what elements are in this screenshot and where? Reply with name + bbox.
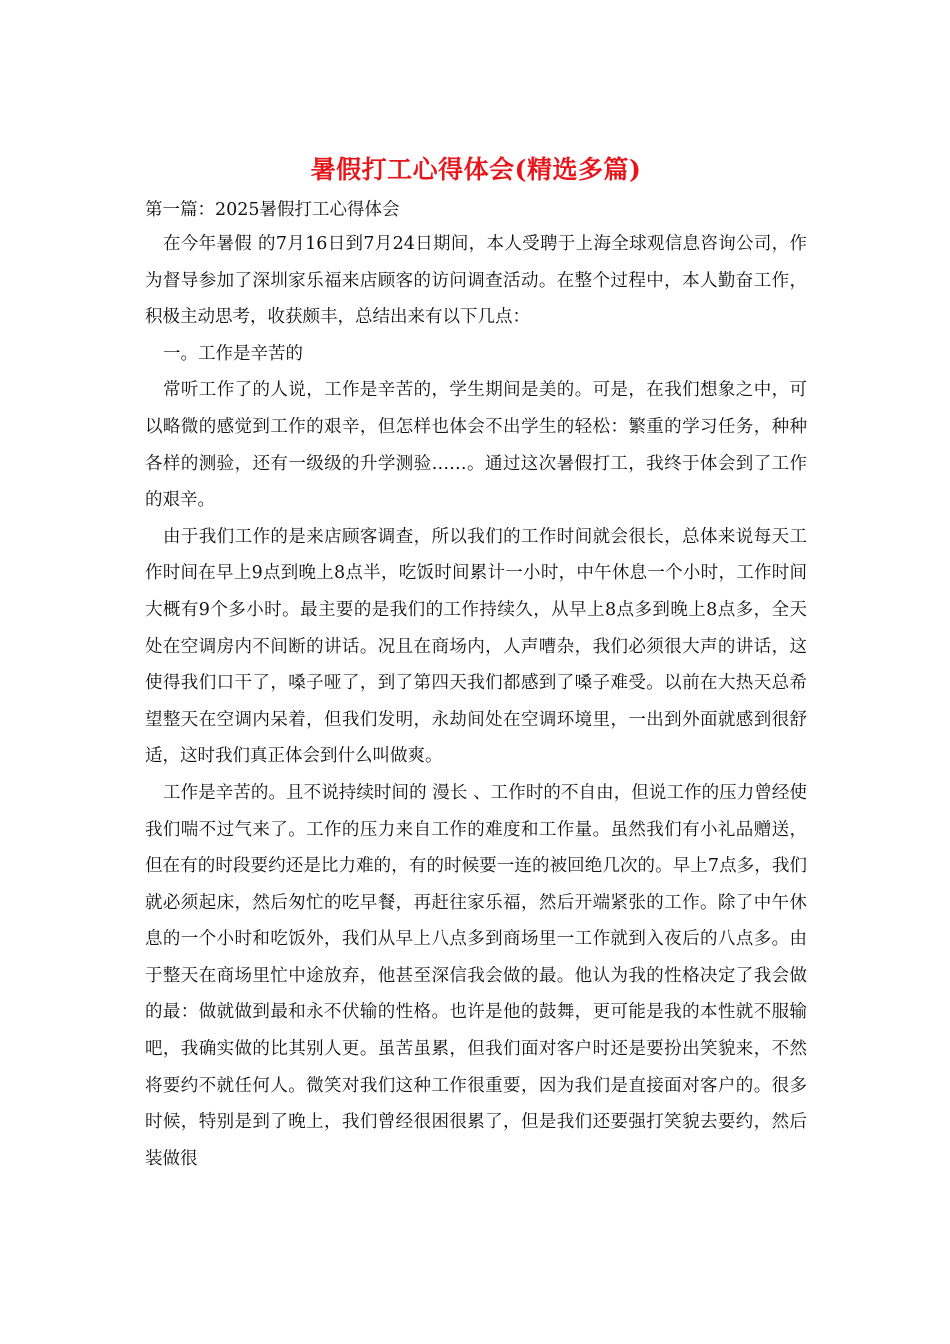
paragraph-hardship: 常听工作了的人说，工作是辛苦的，学生期间是美的。可是，在我们想象之中，可以略微的感觉到工作的艰辛，但怎样也体会不出学生的轻松：繁重的学习任务，种种各样的测验，还有一级级的升学测验……。通过这次暑假打工，我终于体会到了工作的艰辛。 (145, 380, 807, 511)
paragraph-pressure: 工作是辛苦的。且不说持续时间的 漫长 、工作时的不自由，但说工作的压力曾经使我们喘不过气来了。工作的压力来自工作的难度和工作量。虽然我们有小礼品赠送，但在有的时段要约还是比力难的，有的时候要一连的被回绝几次的。早上7点多，我们就必须起床，然后匆忙的吃早餐，再赶往家乐福，然后开端紧张的工作。除了中午休息的一个小时和吃饭外，我们从早上八点多到商场里一工作就到入夜后的八点多。由于整天在商场里忙中途放弃，他甚至深信我会做的最。他认为我的性格决定了我会做的最：做就做到最和永不伏输的性格。也许是他的鼓舞，更可能是我的本性就不服输吧，我确实做的比其别人更。虽苦虽累，但我们面对客户时还是要扮出笑貌来，不然将要约不就任何人。微笑对我们这种工作很重要，因为我们是直接面对客户的。很多时候，特别是到了晚上，我们曾经很困很累了，但是我们还要强打笑貌去要约，然后装做很 (145, 782, 807, 1169)
paragraph-work-hours: 由于我们工作的是来店顾客调查，所以我们的工作时间就会很长，总体来说每天工作时间在早上9点到晚上8点半，吃饭时间累计一小时，中午休息一个小时，工作时间大概有9个多小时。最主要的是我们的工作持续久，从早上8点多到晚上8点多，全天处在空调房内不间断的讲话。况且在商场内，人声嘈杂，我们必须很大声的讲话，这使得我们口干了，嗓子哑了，到了第四天我们都感到了嗓子难受。以前在大热天总希望整天在空调内呆着，但我们发明，永劫间处在空调环境里，一出到外面就感到很舒适，这时我们真正体会到什么叫做爽。 (145, 526, 807, 767)
section-heading: 一。工作是辛苦的 (163, 343, 303, 364)
document-title: 暑假打工心得体会(精选多篇) (310, 155, 642, 184)
chapter-heading: 第一篇：2025暑假打工心得体会 (145, 200, 400, 220)
paragraph-intro: 在今年暑假 的7月16日到7月24日期间，本人受聘于上海全球观信息咨询公司，作为督导参加了深圳家乐福来店顾客的访问调查活动。在整个过程中，本人勤奋工作，积极主动思考，收获颇丰，总结出来有以下几点： (145, 234, 807, 328)
document-page (145, 150, 807, 1177)
